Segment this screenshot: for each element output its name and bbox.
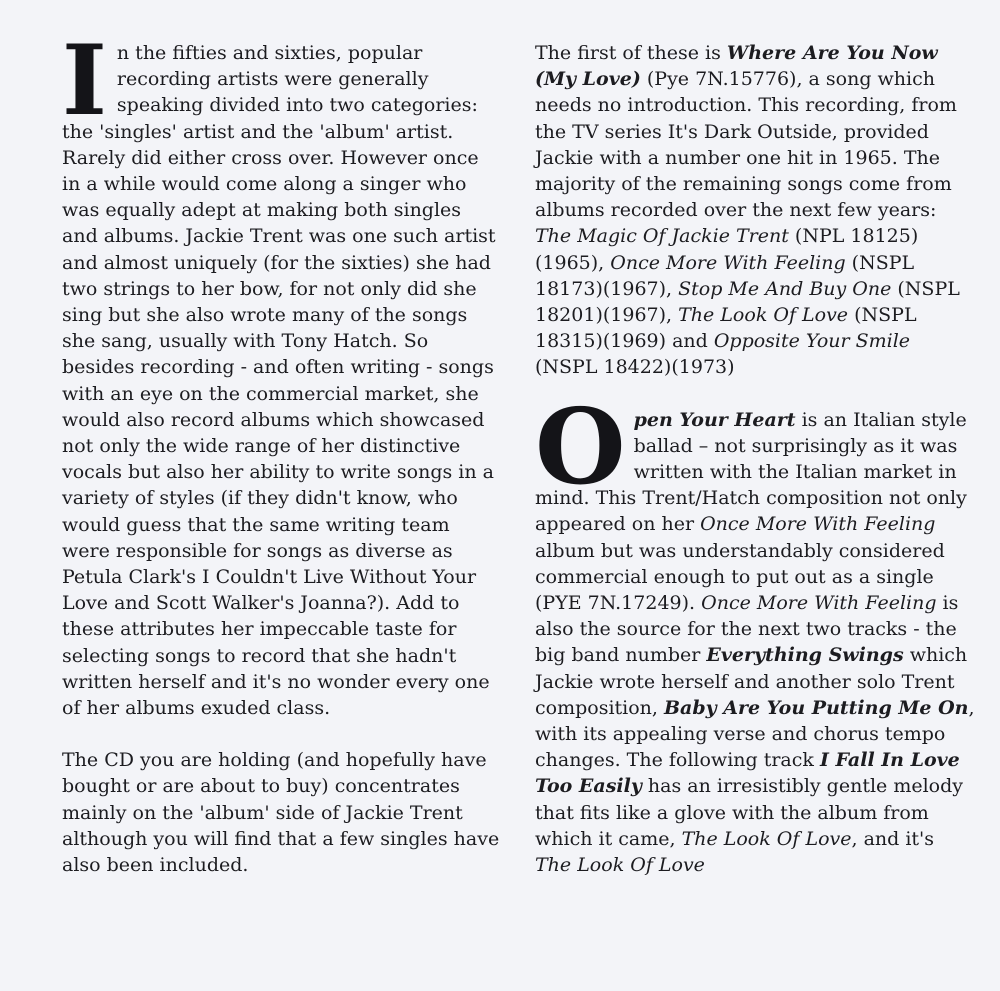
song-title-everything-swings: Everything Swings: [706, 644, 904, 667]
intro-paragraph: [62, 24, 502, 721]
album-title-once-more-with-feeling: Once More With Feeling: [700, 513, 936, 536]
text-segment: The first of these is: [535, 42, 727, 64]
text-segment: (NSPL 18173)(1967),: [535, 251, 915, 300]
text-segment: (NPL 18125)(1965),: [535, 225, 919, 274]
text-segment: is an Italian style ballad – not surprisingly as it was written with the Italian market in mind. This Trent/Hatch composition not only appeared on her: [535, 408, 967, 536]
text-segment: album but was understandably considered commercial enough to put out as a single (PYE 7N.17249).: [535, 539, 945, 615]
song-title-baby-are-you-putting-me-on: Baby Are You Putting Me On: [664, 696, 969, 719]
text-segment: which Jackie wrote herself and another solo Trent composition,: [535, 644, 968, 719]
album-title-look-of-love: The Look Of Love: [535, 854, 705, 877]
intro-text: n the fifties and sixties, popular recording artists were generally speaking divided into two categories: the 'singles' artist and the 'album' artist. Rarely did either cross over. However once in a while would come along a singer who was equally adept at making both singles and albums. Jackie Trent was one such artist and almost uniquely (for the sixties) she had two strings to her bow, for not only did she sing but she also wrote many of the songs she sang, usually with Tony Hatch. So besides recording - and often writing - songs with an eye on the commercial market, she would also record albums which showcased not only the wide range of her distinctive vocals but also her ability to write songs in a variety of styles (if they didn't know, who would guess that the same writing team were responsible for songs as diverse as Petula Clark's I Couldn't Live Without Your Love and Scott Walker's Joanna?). Add to these attributes her impeccable taste for selecting songs to record that she hadn't written herself and it's no wonder every one of her albums exuded class.: [62, 42, 496, 720]
album-title-look-of-love: The Look Of Love: [678, 304, 849, 327]
left-column: [62, 24, 502, 878]
album-title-opposite-your-smile: Opposite Your Smile: [713, 330, 911, 353]
album-title-stop-me-and-buy-one: Stop Me And Buy One: [678, 277, 892, 300]
album-title-look-of-love: The Look Of Love: [681, 827, 852, 850]
cd-paragraph: The CD you are holding (and hopefully have bought or are about to buy) concentrates mainly on the 'album' side of Jackie Trent although you will find that a few singles have also been included.: [62, 749, 500, 877]
tracks-paragraph: [535, 384, 975, 879]
albums-paragraph: [535, 40, 975, 381]
drop-cap-i: I: [62, 24, 107, 137]
album-title-once-more-with-feeling: Once More With Feeling: [701, 592, 937, 615]
text-segment: has an irresistibly gentle melody that fits like a glove with the album from which it came,: [535, 775, 963, 850]
text-segment: (NSPL 18201)(1967),: [535, 277, 960, 327]
text-segment: , with its appealing verse and chorus tempo changes. The following track: [535, 696, 975, 772]
right-column: [535, 40, 975, 878]
song-title-i-fall-in-love-too-easily: I Fall In Love Too Easily: [535, 749, 960, 798]
text-segment: (NSPL 18315)(1969) and: [535, 304, 917, 353]
text-segment: is also the source for the next two tracks - the big band number: [535, 592, 959, 667]
text-segment: (Pye 7N.15776), a song which needs no introduction. This recording, from the TV series It's Dark Outside, provided Jackie with a number one hit in 1965. The majority of the remaining songs come from albums recorded over the next few years:: [535, 68, 957, 222]
song-title-open-your-heart: pen Your Heart: [633, 408, 796, 431]
album-title-magic-of-jackie-trent: The Magic Of Jackie Trent: [535, 225, 789, 248]
album-title-once-more-with-feeling: Once More With Feeling: [610, 251, 846, 274]
text-segment: (NSPL 18422)(1973): [535, 356, 735, 379]
song-title-where-are-you-now: Where Are You Now (My Love): [535, 42, 938, 91]
drop-cap-o: O: [535, 384, 626, 508]
text-segment: , and it's: [851, 827, 935, 850]
